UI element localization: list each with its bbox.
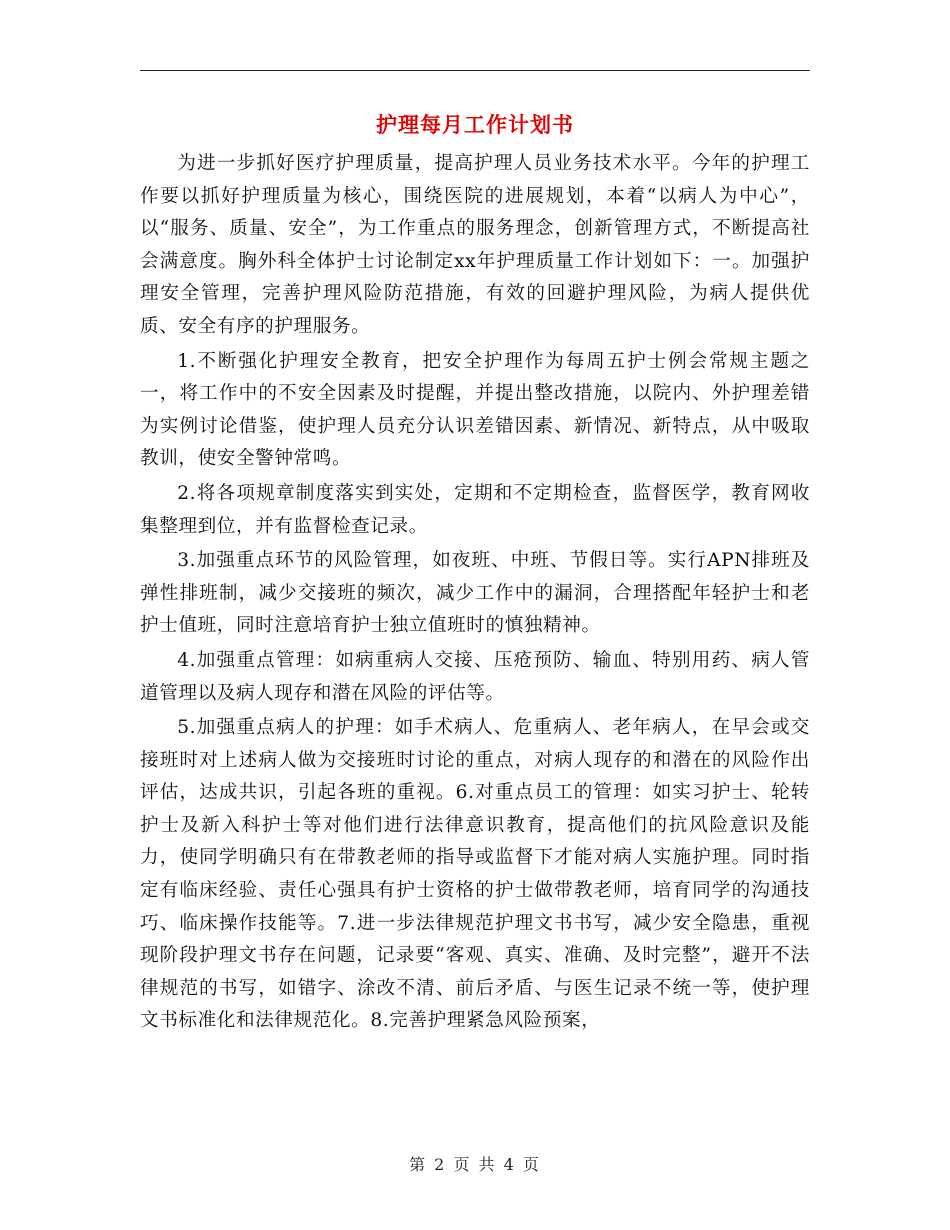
document-title: 护理每月工作计划书	[376, 112, 574, 137]
paragraph-intro: 为进一步抓好医疗护理质量，提高护理人员业务技术水平。今年的护理工作要以抓好护理质量为核心，围绕医院的进展规划，本着“以病人为中心”，以“服务、质量、安全”，为工作重点的服务理念，创新管理方式，不断提高社会满意度。胸外科全体护士讨论制定xx年护理质量工作计划如下：一。加强护理安全管理，完善护理风险防范措施，有效的回避护理风险，为病人提供优质、安全有序的护理服务。	[140, 153, 810, 337]
page-number-footer: 第 2 页 共 4 页	[409, 1155, 541, 1174]
paragraph-item-3: 3.加强重点环节的风险管理，如夜班、中班、节假日等。实行APN排班及弹性排班制，减少交接班的频次，减少工作中的漏洞，合理搭配年轻护士和老护士值班，同时注意培育护士独立值班时的慎独精神。	[140, 550, 810, 637]
header-rule	[140, 70, 810, 71]
document-body	[140, 148, 810, 1040]
paragraph-item-5: 5.加强重点病人的护理：如手术病人、危重病人、老年病人，在早会或交接班时对上述病人做为交接班时讨论的重点，对病人现存的和潜在的风险作出评估，达成共识，引起各班的重视。6.对重点员工的管理：如实习护士、轮转护士及新入科护士等对他们进行法律意识教育，提高他们的抗风险意识及能力，使同学明确只有在带教老师的指导或监督下才能对病人实施护理。同时指定有临床经验、责任心强具有护士资格的护士做带教老师，培育同学的沟通技巧、临床操作技能等。7.进一步法律规范护理文书书写，减少安全隐患，重视现阶段护理文书存在问题，记录要“客观、真实、准确、及时完整”，避开不法律规范的书写，如错字、涂改不清、前后矛盾、与医生记录不统一等，使护理文书标准化和法律规范化。8.完善护理紧急风险预案，	[140, 717, 810, 1032]
paragraph-item-2: 2.将各项规章制度落实到实处，定期和不定期检查，监督医学，教育网收集整理到位，并有监督检查记录。	[140, 482, 810, 537]
paragraph-item-1: 1.不断强化护理安全教育，把安全护理作为每周五护士例会常规主题之一，将工作中的不安全因素及时提醒，并提出整改措施，以院内、外护理差错为实例讨论借鉴，使护理人员充分认识差错因素、新情况、新特点，从中吸取教训，使安全警钟常鸣。	[140, 350, 810, 470]
paragraph-item-4: 4.加强重点管理：如病重病人交接、压疮预防、输血、特别用药、病人管道管理以及病人现存和潜在风险的评估等。	[140, 649, 810, 704]
